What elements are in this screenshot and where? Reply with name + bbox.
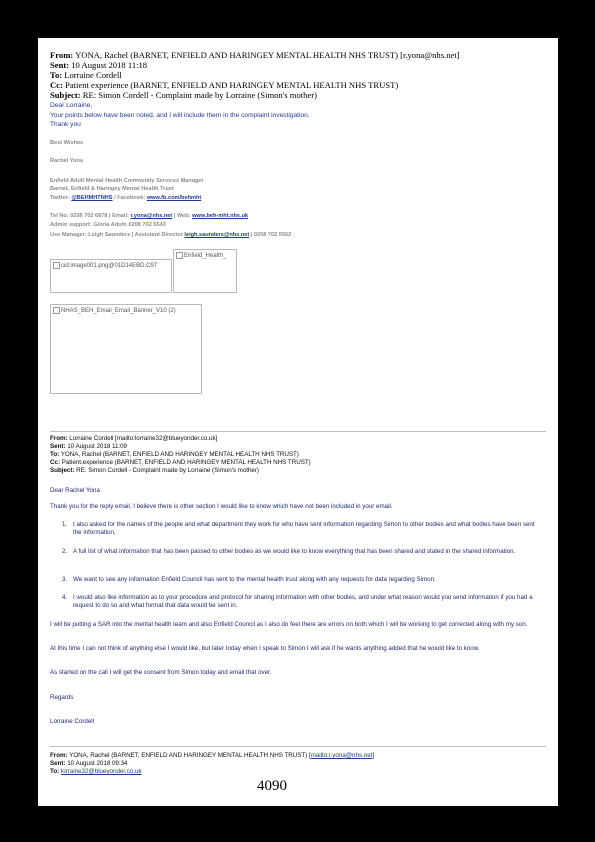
signature-name: Rachel Yona	[50, 158, 84, 164]
page-number: 4090	[257, 778, 287, 794]
separator	[50, 431, 546, 432]
recipient-email-link[interactable]: lorraine32@blueyonder.co.uk	[60, 768, 142, 775]
document-page	[38, 38, 558, 806]
signature-contact: Tel No: 0208 702 6878 | Email: r.yona@nhs.net | Web: www.beh-mht.nhs.uk	[50, 213, 249, 219]
email3-header-sent: Sent: 10 August 2018 09:34	[50, 760, 128, 767]
twitter-link[interactable]: @BEHMHTNHS	[71, 195, 113, 201]
reply-line: Your points below have been noted, and I will include them in the complaint investigation.	[50, 112, 310, 119]
email-header-sent: Sent: 10 August 2018 11:18	[50, 60, 148, 70]
list-item: I also asked for the names of the people and what department they work for who have sent information regarding Simon to other bodies and what bodies have been sent the information.	[73, 521, 535, 536]
facebook-link[interactable]: www.fb.com/behmht	[146, 195, 202, 201]
broken-image-icon	[53, 262, 60, 269]
email-banner-image: NHAS_BEH_Email_Email_Banner_V10 (2)	[50, 304, 202, 394]
email-header-from: From: YONA, Rachel (BARNET, ENFIELD AND HARINGEY MENTAL HEALTH NHS TRUST) [r.yona@nhs.net]	[50, 50, 460, 60]
message-paragraph: At this time I can not think of anything else I would like, but later today when I speak to Simon I will ask if he wants anything added that he would like to know.	[50, 645, 480, 652]
signature-manager: Use Manager: Leigh Saunders | Assistant Director leigh.saunders@nhs.net | 0208 702 5562	[50, 232, 292, 238]
list-item-number: 1.	[62, 521, 68, 528]
mailto-link[interactable]: mailto:r.yona@nhs.net	[310, 752, 373, 759]
list-item-number: 4.	[62, 594, 68, 601]
broken-image: Enfield_Health_	[173, 249, 237, 293]
email3-header-to: To: lorraine32@blueyonder.co.uk	[50, 768, 142, 775]
manager-email-link[interactable]: leigh.saunders@nhs.net	[184, 232, 250, 238]
message-sender: Lorraine Cordell	[50, 718, 95, 725]
list-item: I would also like information as to your procedure and protocol for sharing information with other bodies, and under what reason would you send information if you had a request to do so and what format that data would be sent in.	[73, 594, 533, 609]
message-greeting: Dear Rachel Yona	[50, 487, 100, 494]
email3-header-from: From: YONA, Rachel (BARNET, ENFIELD AND HARINGEY MENTAL HEALTH NHS TRUST) [mailto:r.yona@nhs.net]	[50, 752, 375, 759]
broken-image-icon	[53, 307, 60, 314]
email2-header-cc: Cc: Patient.experience (BARNET, ENFIELD AND HARINGEY MENTAL HEALTH NHS TRUST)	[50, 459, 311, 466]
signature-role: Enfield Adult Mental Health Community Services Manager	[50, 178, 204, 184]
email-link[interactable]: r.yona@nhs.net	[130, 213, 173, 219]
separator	[50, 746, 546, 747]
broken-image: cid:image001.png@01D14EBD.C97	[50, 259, 172, 293]
message-paragraph: As started on the call I will get the consent from Simon today and email that over.	[50, 669, 272, 676]
list-item: We want to see any information Enfield Council has sent to the mental health trust along with any requests for data regarding Simon.	[73, 576, 436, 583]
reply-greeting: Dear Lorraine,	[50, 102, 93, 109]
email2-header-to: To: YONA, Rachel (BARNET, ENFIELD AND HARINGEY MENTAL HEALTH NHS TRUST)	[50, 451, 299, 458]
email2-header-subject: Subject: RE: Simon Cordell - Complaint made by Lorraine (Simon's mother)	[50, 467, 259, 474]
message-regards: Regards	[50, 694, 74, 701]
signature-wishes: Best Wishes	[50, 140, 84, 146]
signature-organisation: Barnet, Enfield & Haringey Mental Health Trust	[50, 186, 174, 192]
list-item-number: 2.	[62, 548, 68, 555]
email-header-subject: Subject: RE: Simon Cordell - Complaint made by Lorraine (Simon's mother)	[50, 90, 317, 100]
signature-admin: Admin support: Gloria Adofo 0208 702 5543	[50, 222, 166, 228]
list-item: A full list of what information that has been passed to other bodies as we would like to know everything that has been shared and stated in the shared information.	[73, 548, 516, 555]
reply-thanks: Thank you	[50, 121, 81, 128]
signature-social: Twitter: @BEHMHTNHS / Facebook: www.fb.com/behmht	[50, 195, 202, 201]
email2-header-from: From: Lorraine Cordell [mailto:lorraine32@blueyonder.co.uk]	[50, 435, 218, 442]
email2-header-sent: Sent: 10 August 2018 11:09	[50, 443, 128, 450]
message-paragraph: I will be putting a SAR into the mental health team and also Enfield Council as I also do feel there are errors on both which I will be working to get corrected along with my son.	[50, 621, 528, 628]
list-item-number: 3.	[62, 576, 68, 583]
email-header-cc: Cc: Patient experience (BARNET, ENFIELD AND HARINGEY MENTAL HEALTH NHS TRUST)	[50, 80, 399, 90]
message-intro: Thank you for the reply email, I believe there is other section I would like to know which have not been included in your email.	[50, 503, 393, 510]
broken-image-icon	[176, 252, 183, 259]
email-header-to: To: Lorraine Cordell	[50, 70, 122, 80]
web-link[interactable]: www.beh-mht.nhs.uk	[192, 213, 249, 219]
